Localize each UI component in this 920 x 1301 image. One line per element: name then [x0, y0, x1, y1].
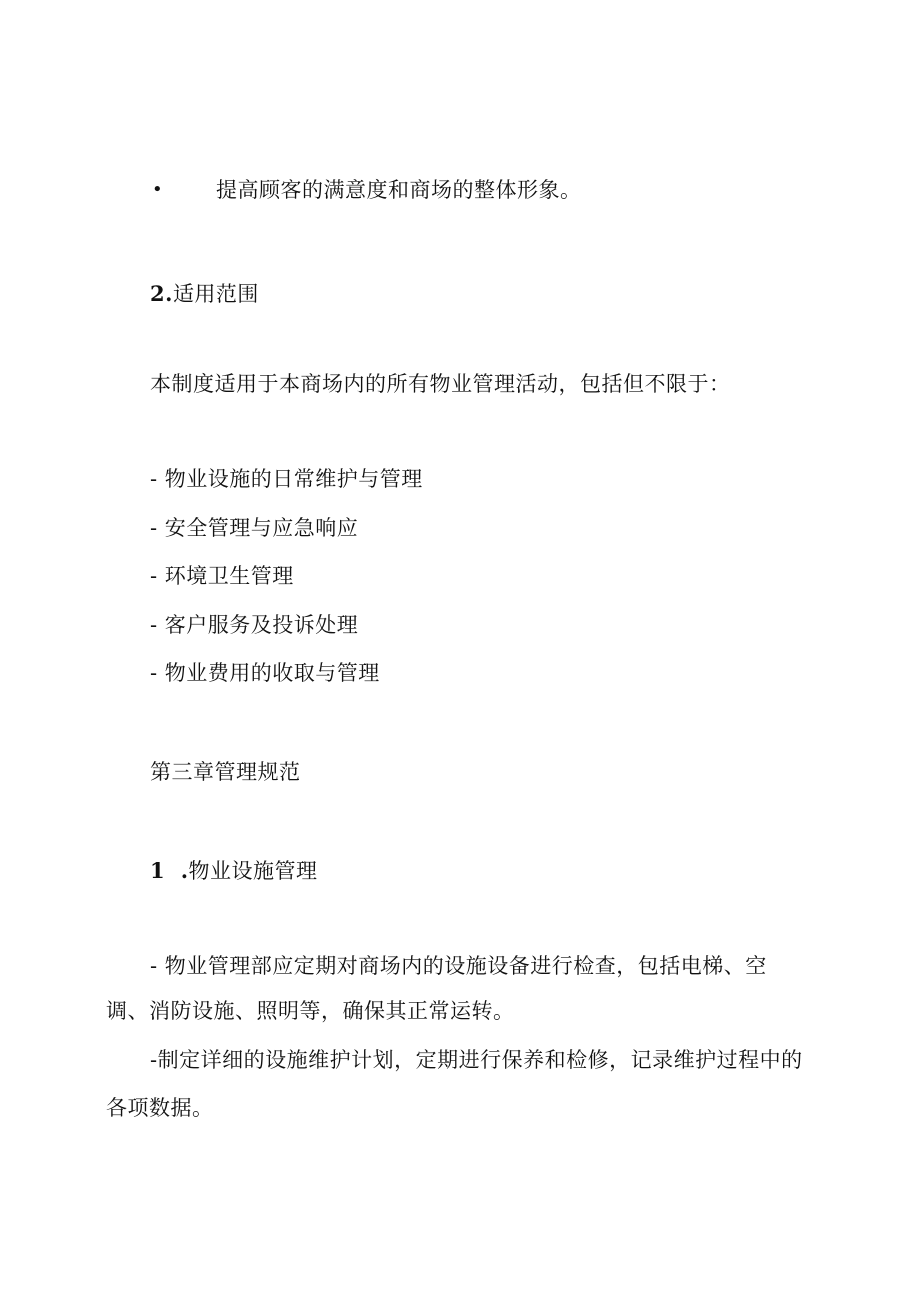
paragraph-line: 各项数据。 — [106, 1096, 214, 1120]
subsection-heading — [150, 857, 318, 885]
scope-item: - 物业设施的日常维护与管理 — [150, 467, 423, 491]
subsection-number: 1 . — [150, 858, 189, 883]
bullet-text: 提高顾客的满意度和商场的整体形象。 — [216, 178, 582, 202]
scope-item: - 客户服务及投诉处理 — [150, 613, 359, 637]
chapter-title: 第三章管理规范 — [150, 760, 301, 784]
paragraph-line: - 物业管理部应定期对商场内的设施设备进行检查，包括电梯、空 — [150, 954, 767, 978]
paragraph-line: -制定详细的设施维护计划，定期进行保养和检修，记录维护过程中的 — [150, 1048, 803, 1072]
paragraph-line: 调、消防设施、照明等，确保其正常运转。 — [106, 999, 515, 1023]
section-heading — [150, 280, 259, 308]
section-number: 2. — [150, 281, 173, 306]
scope-item: - 环境卫生管理 — [150, 564, 294, 588]
scope-item: - 物业费用的收取与管理 — [150, 661, 380, 685]
bullet-symbol: • — [152, 179, 163, 200]
section-title: 适用范围 — [172, 282, 259, 306]
scope-item: - 安全管理与应急响应 — [150, 516, 359, 540]
subsection-title: 物业设施管理 — [188, 859, 318, 883]
scope-intro: 本制度适用于本商场内的所有物业管理活动，包括但不限于： — [150, 372, 731, 396]
